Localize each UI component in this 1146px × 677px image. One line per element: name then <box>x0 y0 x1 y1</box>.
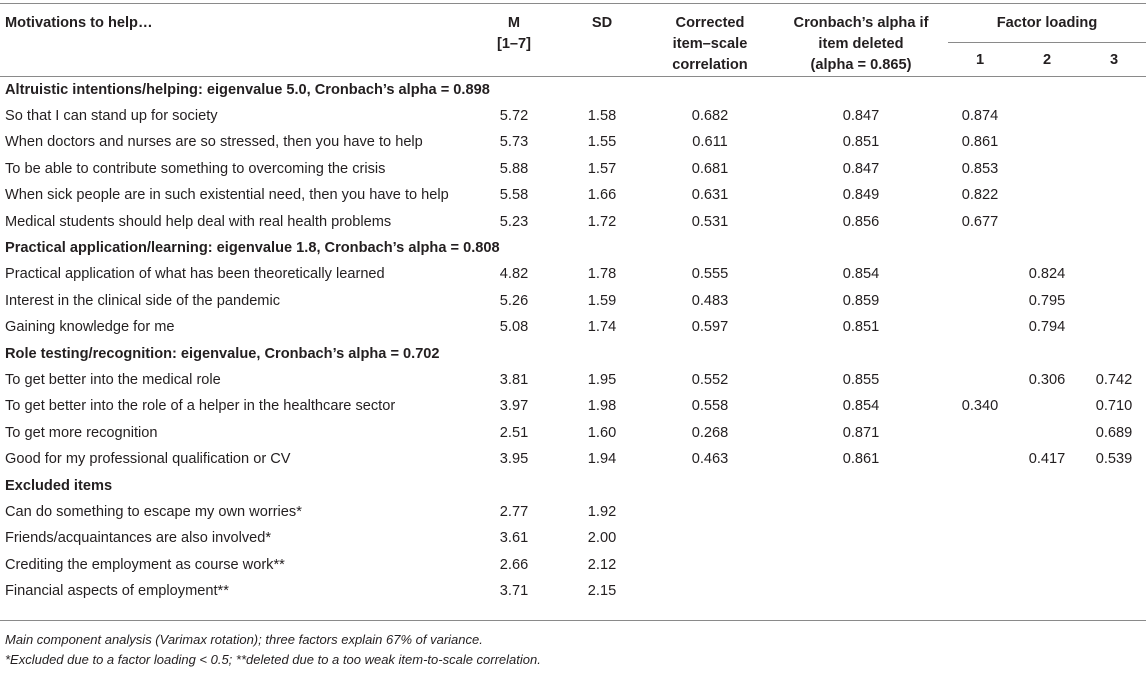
cell-alpha-if-deleted: 0.854 <box>842 266 880 283</box>
cell-mean: 5.58 <box>499 187 529 204</box>
cell-item: Practical application of what has been theoretically learned <box>5 266 385 283</box>
cell-corrected-correlation: 0.681 <box>691 160 729 177</box>
cell-alpha-if-deleted <box>774 525 948 551</box>
cell-factor-2 <box>1012 393 1082 419</box>
section-title: Practical application/learning: eigenvalue 1.8, Cronbach’s alpha = 0.808 <box>5 240 500 257</box>
cell-factor-2: 0.794 <box>1028 319 1066 336</box>
cell-sd: 1.66 <box>587 187 617 204</box>
cell-item: To get better into the medical role <box>5 371 221 388</box>
cell-item: Medical students should help deal with real health problems <box>5 213 392 230</box>
cell-factor-1: 0.853 <box>961 160 999 177</box>
section-header-row <box>0 235 1146 261</box>
table-header <box>0 4 1146 77</box>
header-corrected-line2: item–scale <box>672 36 748 52</box>
cell-factor-1 <box>948 552 1012 578</box>
header-sd-label: SD <box>591 15 613 31</box>
cell-factor-2 <box>1012 129 1082 155</box>
cell-alpha-if-deleted <box>774 552 948 578</box>
cell-sd: 1.78 <box>587 266 617 283</box>
cell-factor-2 <box>1012 499 1082 525</box>
cell-item: Good for my professional qualification or CV <box>5 451 291 468</box>
cell-factor-1 <box>948 446 1012 472</box>
cell-factor-2 <box>1012 103 1082 129</box>
table-row <box>0 261 1146 287</box>
cell-mean: 2.77 <box>499 503 529 520</box>
header-factor-loading-label: Factor loading <box>996 15 1098 31</box>
cell-alpha-if-deleted: 0.871 <box>842 424 880 441</box>
cell-alpha-if-deleted: 0.851 <box>842 134 880 151</box>
cell-corrected-correlation <box>646 552 774 578</box>
table-row <box>0 103 1146 129</box>
cell-mean: 3.97 <box>499 398 529 415</box>
section-title: Role testing/recognition: eigenvalue, Cronbach’s alpha = 0.702 <box>5 345 440 362</box>
table-body <box>0 77 1146 605</box>
cell-item: Friends/acquaintances are also involved* <box>5 530 272 547</box>
cell-factor-1: 0.340 <box>961 398 999 415</box>
cell-factor-1 <box>948 261 1012 287</box>
cell-factor-1 <box>948 499 1012 525</box>
cell-corrected-correlation <box>646 578 774 604</box>
header-alpha-line1: Cronbach’s alpha if <box>793 15 929 31</box>
cell-alpha-if-deleted: 0.847 <box>842 108 880 125</box>
table-row <box>0 129 1146 155</box>
cell-mean: 2.66 <box>499 556 529 573</box>
table-row <box>0 156 1146 182</box>
table-row <box>0 446 1146 472</box>
note-line-2: *Excluded due to a factor loading < 0.5; **deleted due to a too weak item-to-scale correlation. <box>5 652 541 667</box>
cell-factor-2 <box>1012 156 1082 182</box>
cell-factor-3 <box>1082 129 1146 155</box>
header-factor-2: 2 <box>1042 51 1052 68</box>
cell-factor-3 <box>1082 208 1146 234</box>
cell-sd: 1.74 <box>587 319 617 336</box>
cell-factor-1 <box>948 367 1012 393</box>
cell-item: To get more recognition <box>5 424 158 441</box>
cell-corrected-correlation: 0.483 <box>691 292 729 309</box>
header-alpha-line3: (alpha = 0.865) <box>810 57 912 73</box>
cell-item: Gaining knowledge for me <box>5 319 175 336</box>
cell-factor-1: 0.822 <box>961 187 999 204</box>
cell-alpha-if-deleted: 0.859 <box>842 292 880 309</box>
cell-sd: 1.98 <box>587 398 617 415</box>
cell-factor-1 <box>948 288 1012 314</box>
cell-item: To be able to contribute something to overcoming the crisis <box>5 160 386 177</box>
cell-factor-1 <box>948 314 1012 340</box>
cell-corrected-correlation: 0.631 <box>691 187 729 204</box>
cell-factor-3 <box>1082 578 1146 604</box>
header-m-label: M <box>507 15 521 31</box>
table-notes <box>5 630 541 670</box>
cell-corrected-correlation <box>646 525 774 551</box>
cell-sd: 1.55 <box>587 134 617 151</box>
cell-sd: 2.15 <box>587 583 617 600</box>
cell-factor-3: 0.710 <box>1095 398 1133 415</box>
cell-corrected-correlation: 0.531 <box>691 213 729 230</box>
table-row <box>0 182 1146 208</box>
table-row <box>0 367 1146 393</box>
cell-mean: 5.08 <box>499 319 529 336</box>
cell-sd: 1.95 <box>587 371 617 388</box>
cell-mean: 3.81 <box>499 371 529 388</box>
cell-alpha-if-deleted <box>774 578 948 604</box>
cell-factor-2 <box>1012 420 1082 446</box>
cell-sd: 1.60 <box>587 424 617 441</box>
cell-item: When sick people are in such existential need, then you have to help <box>5 187 449 204</box>
cell-factor-2: 0.417 <box>1028 451 1066 468</box>
section-header-row <box>0 77 1146 103</box>
cell-factor-3 <box>1082 288 1146 314</box>
header-item-label: Motivations to help… <box>5 15 153 31</box>
cell-alpha-if-deleted: 0.861 <box>842 451 880 468</box>
cell-corrected-correlation: 0.597 <box>691 319 729 336</box>
table-row <box>0 208 1146 234</box>
table-row <box>0 525 1146 551</box>
cell-factor-2 <box>1012 578 1082 604</box>
cell-factor-3 <box>1082 182 1146 208</box>
motivation-table <box>0 4 1146 604</box>
header-corrected-line1: Corrected <box>675 15 745 31</box>
cell-mean: 4.82 <box>499 266 529 283</box>
cell-mean: 3.71 <box>499 583 529 600</box>
cell-factor-2: 0.824 <box>1028 266 1066 283</box>
cell-alpha-if-deleted: 0.847 <box>842 160 880 177</box>
cell-sd: 2.00 <box>587 530 617 547</box>
header-sd <box>558 4 646 77</box>
cell-alpha-if-deleted: 0.851 <box>842 319 880 336</box>
cell-mean: 5.26 <box>499 292 529 309</box>
header-alpha <box>774 4 948 77</box>
cell-corrected-correlation: 0.552 <box>691 371 729 388</box>
cell-factor-1 <box>948 578 1012 604</box>
cell-sd: 1.92 <box>587 503 617 520</box>
table-row <box>0 578 1146 604</box>
cell-factor-3 <box>1082 552 1146 578</box>
cell-factor-1 <box>948 420 1012 446</box>
table-row <box>0 393 1146 419</box>
cell-corrected-correlation: 0.463 <box>691 451 729 468</box>
cell-corrected-correlation: 0.268 <box>691 424 729 441</box>
cell-item: Crediting the employment as course work** <box>5 556 285 573</box>
cell-mean: 5.73 <box>499 134 529 151</box>
cell-factor-3 <box>1082 499 1146 525</box>
header-corrected-line3: correlation <box>672 57 748 73</box>
cell-mean: 2.51 <box>499 424 529 441</box>
cell-item: Can do something to escape my own worries* <box>5 503 302 520</box>
cell-factor-2 <box>1012 208 1082 234</box>
cell-factor-3: 0.742 <box>1095 371 1133 388</box>
cell-mean: 5.23 <box>499 213 529 230</box>
cell-sd: 1.57 <box>587 160 617 177</box>
cell-factor-3: 0.539 <box>1095 451 1133 468</box>
table-row <box>0 499 1146 525</box>
cell-item: Financial aspects of employment** <box>5 583 229 600</box>
note-line-1: Main component analysis (Varimax rotation); three factors explain 67% of variance. <box>5 632 483 647</box>
header-item <box>0 4 470 77</box>
cell-alpha-if-deleted: 0.856 <box>842 213 880 230</box>
cell-factor-3: 0.689 <box>1095 424 1133 441</box>
header-factor-3: 3 <box>1109 51 1119 68</box>
cell-factor-3 <box>1082 261 1146 287</box>
cell-factor-2: 0.306 <box>1028 371 1066 388</box>
header-corrected <box>646 4 774 77</box>
cell-sd: 1.59 <box>587 292 617 309</box>
table-row <box>0 552 1146 578</box>
cell-sd: 1.94 <box>587 451 617 468</box>
cell-item: So that I can stand up for society <box>5 108 218 125</box>
cell-factor-3 <box>1082 156 1146 182</box>
cell-factor-2 <box>1012 525 1082 551</box>
cell-item: When doctors and nurses are so stressed, then you have to help <box>5 134 423 151</box>
cell-mean: 5.88 <box>499 160 529 177</box>
cell-factor-1: 0.861 <box>961 134 999 151</box>
cell-item: To get better into the role of a helper in the healthcare sector <box>5 398 396 415</box>
cell-factor-1: 0.677 <box>961 213 999 230</box>
cell-factor-3 <box>1082 103 1146 129</box>
cell-alpha-if-deleted: 0.854 <box>842 398 880 415</box>
section-header-row <box>0 472 1146 498</box>
section-title: Altruistic intentions/helping: eigenvalue 5.0, Cronbach’s alpha = 0.898 <box>5 81 490 98</box>
cell-alpha-if-deleted: 0.855 <box>842 371 880 388</box>
cell-factor-1: 0.874 <box>961 108 999 125</box>
cell-alpha-if-deleted <box>774 499 948 525</box>
cell-item: Interest in the clinical side of the pandemic <box>5 292 281 309</box>
cell-corrected-correlation <box>646 499 774 525</box>
cell-factor-1 <box>948 525 1012 551</box>
table-row <box>0 288 1146 314</box>
cell-sd: 2.12 <box>587 556 617 573</box>
bottom-rule <box>0 620 1146 621</box>
cell-factor-3 <box>1082 525 1146 551</box>
cell-factor-2 <box>1012 182 1082 208</box>
cell-mean: 5.72 <box>499 108 529 125</box>
cell-alpha-if-deleted: 0.849 <box>842 187 880 204</box>
header-alpha-line2: item deleted <box>818 36 904 52</box>
header-m <box>470 4 558 77</box>
cell-sd: 1.72 <box>587 213 617 230</box>
section-header-row <box>0 340 1146 366</box>
cell-corrected-correlation: 0.555 <box>691 266 729 283</box>
cell-corrected-correlation: 0.611 <box>692 134 728 151</box>
section-title: Excluded items <box>5 477 113 494</box>
table-row <box>0 420 1146 446</box>
cell-corrected-correlation: 0.682 <box>691 108 729 125</box>
cell-factor-2: 0.795 <box>1028 292 1066 309</box>
cell-factor-2 <box>1012 552 1082 578</box>
header-factor-1: 1 <box>975 51 985 68</box>
table-row <box>0 314 1146 340</box>
cell-mean: 3.61 <box>499 530 529 547</box>
cell-mean: 3.95 <box>499 451 529 468</box>
cell-corrected-correlation: 0.558 <box>691 398 729 415</box>
header-m-range: [1–7] <box>496 36 532 52</box>
header-factor-loading <box>948 4 1146 43</box>
cell-factor-3 <box>1082 314 1146 340</box>
cell-sd: 1.58 <box>587 108 617 125</box>
